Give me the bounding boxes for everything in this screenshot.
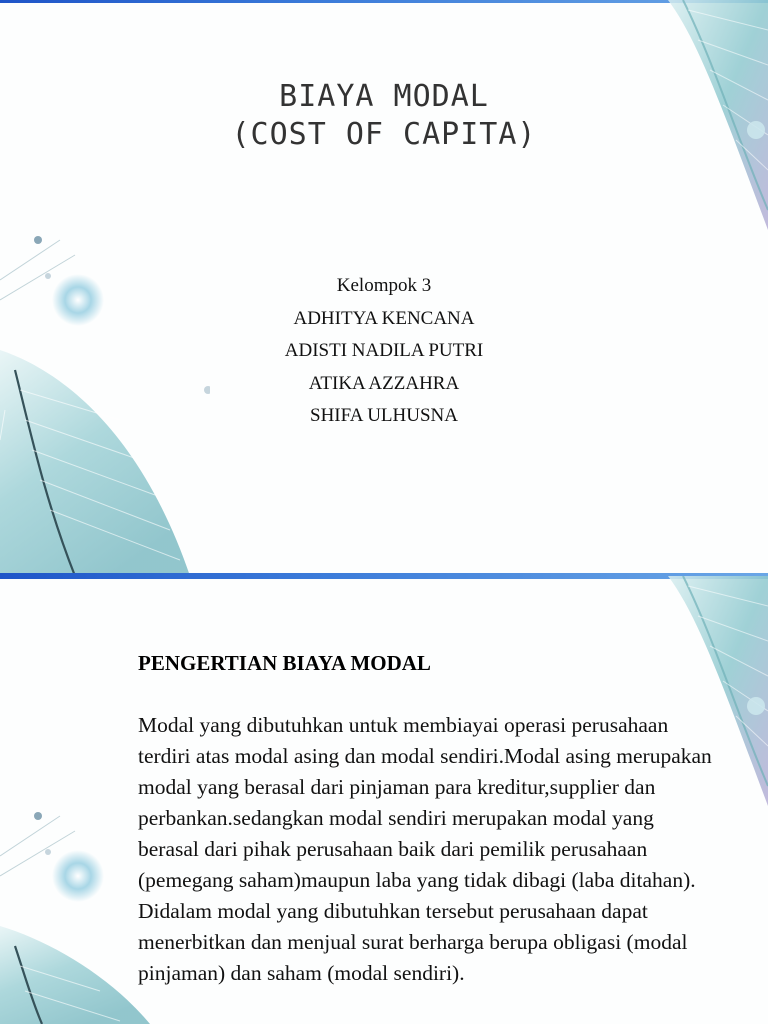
member-name: SHIFA ULHUSNA <box>310 405 458 426</box>
title-line-1: BIAYA MODAL <box>279 79 489 114</box>
member-name: ADHITYA KENCANA <box>293 307 475 329</box>
content-slide <box>0 576 768 1024</box>
member-name: ATIKA AZZAHRA <box>308 372 460 394</box>
slide-title <box>0 78 768 154</box>
member-name: ADISTI NADILA PUTRI <box>284 340 484 361</box>
section-heading: PENGERTIAN BIAYA MODAL <box>138 651 431 675</box>
group-label: Kelompok 3 <box>336 275 432 296</box>
body-paragraph: Modal yang dibutuhkan untuk membiayai operasi perusahaan terdiri atas modal asing dan modal sendiri.Modal asing merupakan modal yang berasal dari pinjaman para kreditur,supplier dan perbankan.sedangkan modal sendiri merupakan modal yang berasal dari pihak perusahaan baik dari pemilik perusahaan (pemegang saham)maupun laba yang tidak dibagi (laba ditahan). Didalam modal yang dibutuhkan tersebut perusahaan dapat menerbitkan dan menjual surat berharga berupa obligasi (modal pinjaman) dan saham (modal sendiri). <box>138 713 712 985</box>
member-list <box>0 270 768 433</box>
title-line-2: (COST OF CAPITA) <box>231 117 537 152</box>
